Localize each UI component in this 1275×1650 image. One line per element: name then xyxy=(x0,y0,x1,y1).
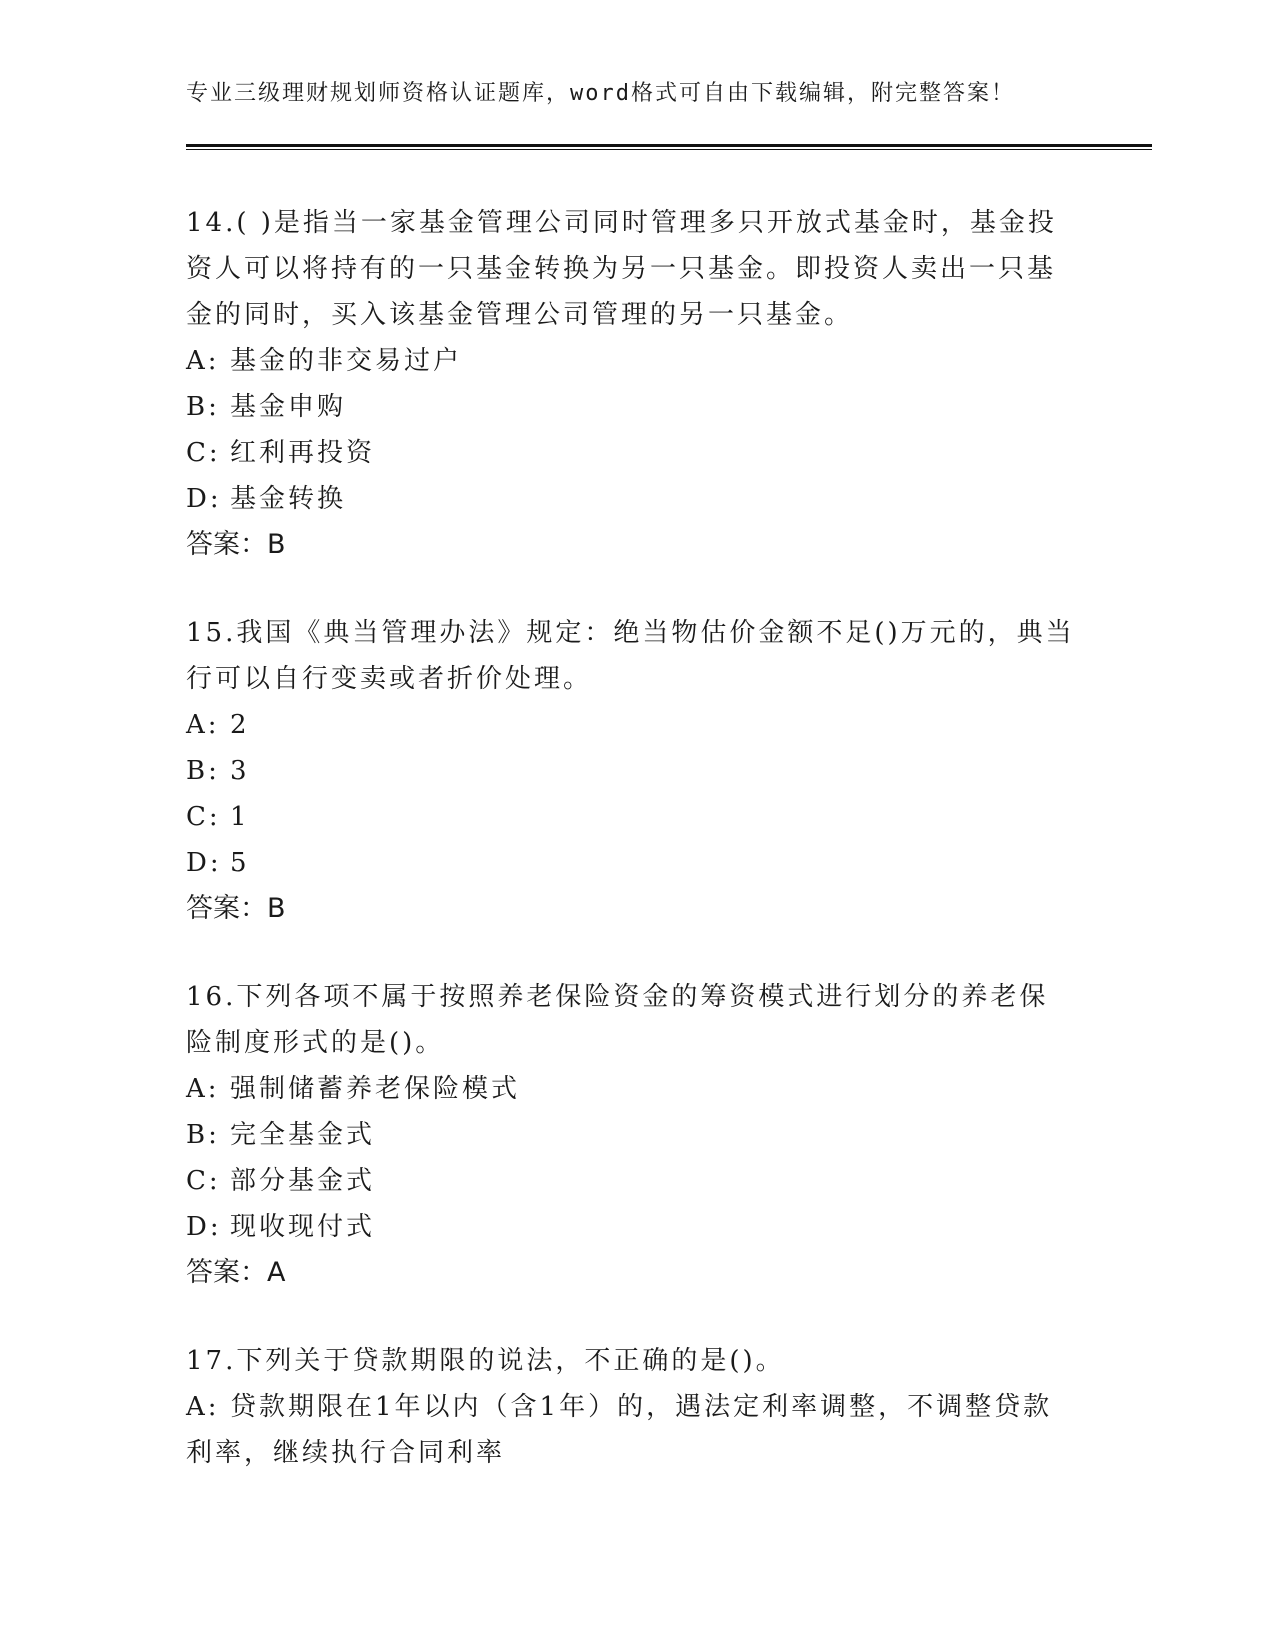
option-key: D: xyxy=(186,1212,222,1242)
answer-line: 答案：B xyxy=(186,529,286,560)
question-15 xyxy=(186,610,1076,932)
question-14 xyxy=(186,200,1076,568)
question-text: 15.我国《典当管理办法》规定：绝当物估价金额不足()万元的，典当行可以自行变卖或者折价处理。 xyxy=(186,618,1075,694)
page-header: 专业三级理财规划师资格认证题库，word格式可自由下载编辑，附完整答案！ xyxy=(186,81,1015,106)
option-text: 5 xyxy=(230,848,250,878)
option-key: D: xyxy=(186,484,222,514)
option-a xyxy=(186,702,1076,748)
option-key: C: xyxy=(186,802,221,832)
option-key: A: xyxy=(186,1392,220,1422)
option-key: A: xyxy=(186,1074,220,1104)
option-c xyxy=(186,1158,1076,1204)
option-text: 现收现付式 xyxy=(230,1212,376,1242)
option-key: C: xyxy=(186,438,221,468)
option-text: 基金转换 xyxy=(230,484,347,514)
option-d xyxy=(186,840,1076,886)
option-a xyxy=(186,338,1076,384)
option-text: 贷款期限在1年以内（含1年）的，遇法定利率调整，不调整贷款利率，继续执行合同利率 xyxy=(186,1392,1053,1468)
question-text: 16.下列各项不属于按照养老保险资金的筹资模式进行划分的养老保险制度形式的是()。 xyxy=(186,982,1049,1058)
header-divider xyxy=(186,144,1152,150)
question-list xyxy=(186,200,1076,1518)
option-text: 部分基金式 xyxy=(230,1166,376,1196)
option-key: A: xyxy=(186,710,220,740)
option-text: 完全基金式 xyxy=(230,1120,376,1150)
answer-line: 答案：B xyxy=(186,893,286,924)
option-b xyxy=(186,1112,1076,1158)
option-a xyxy=(186,1066,1076,1112)
option-text: 基金的非交易过户 xyxy=(230,346,463,376)
option-b xyxy=(186,748,1076,794)
option-text: 2 xyxy=(230,710,250,740)
option-c xyxy=(186,794,1076,840)
question-text: 14.( )是指当一家基金管理公司同时管理多只开放式基金时，基金投资人可以将持有的一只基金转换为另一只基金。即投资人卖出一只基金的同时，买入该基金管理公司管理的另一只基金。 xyxy=(186,208,1057,330)
option-text: 红利再投资 xyxy=(230,438,376,468)
option-key: B: xyxy=(186,756,220,786)
option-text: 强制储蓄养老保险模式 xyxy=(230,1074,521,1104)
option-text: 基金申购 xyxy=(230,392,347,422)
option-key: D: xyxy=(186,848,222,878)
option-c xyxy=(186,430,1076,476)
option-text: 1 xyxy=(230,802,250,832)
question-16 xyxy=(186,974,1076,1296)
option-a xyxy=(186,1384,1076,1476)
option-text: 3 xyxy=(230,756,250,786)
option-key: B: xyxy=(186,392,220,422)
answer-line: 答案：A xyxy=(186,1257,286,1288)
option-d xyxy=(186,1204,1076,1250)
question-text: 17.下列关于贷款期限的说法，不正确的是()。 xyxy=(186,1346,785,1376)
option-key: B: xyxy=(186,1120,220,1150)
question-17 xyxy=(186,1338,1076,1476)
option-b xyxy=(186,384,1076,430)
option-d xyxy=(186,476,1076,522)
option-key: C: xyxy=(186,1166,221,1196)
option-key: A: xyxy=(186,346,220,376)
